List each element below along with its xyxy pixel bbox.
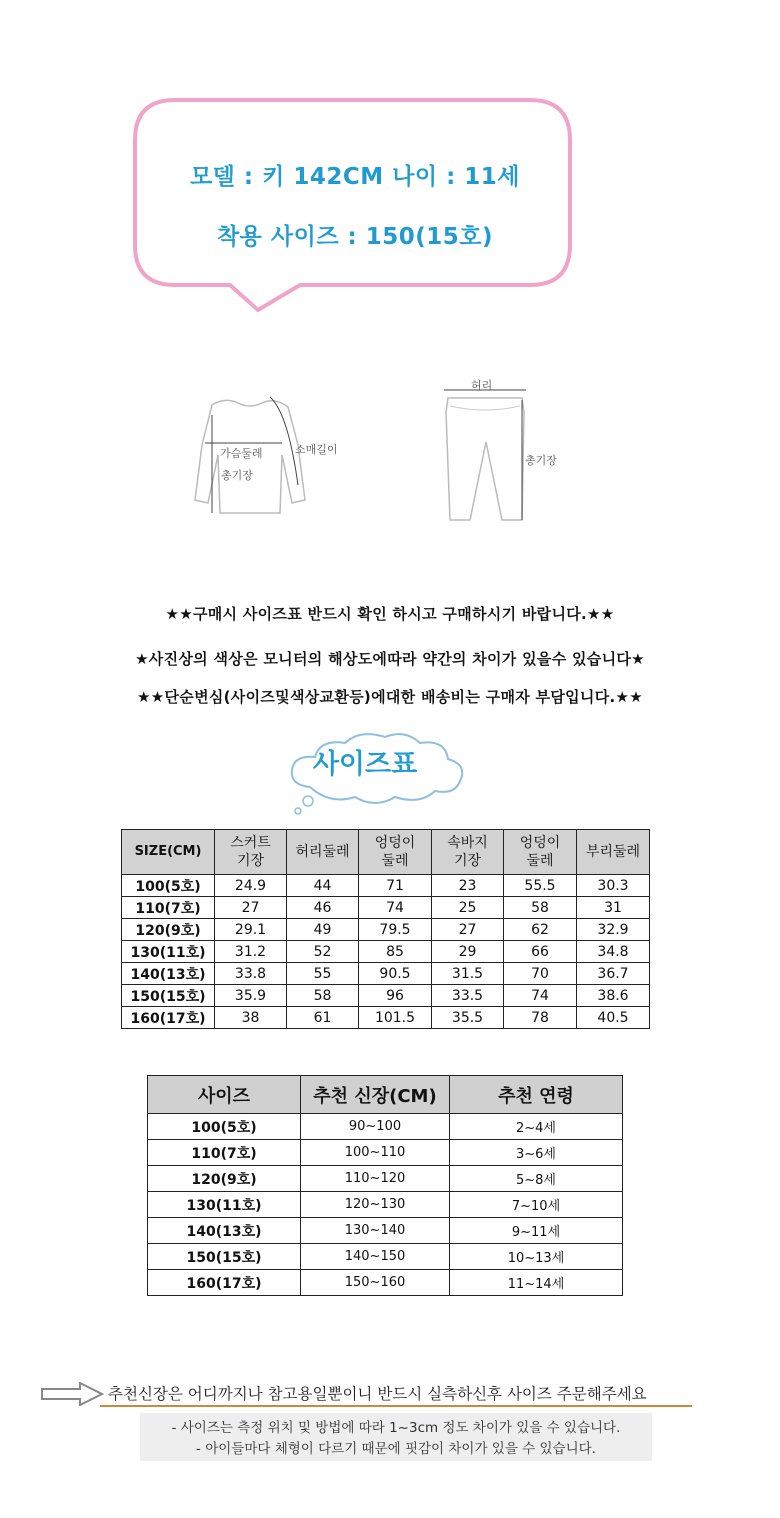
footer-note-measurement: - 사이즈는 측정 위치 및 방법에 따라 1~3cm 정도 차이가 있을 수 있습니다. [171,1420,621,1436]
table-cell: 58 [504,897,577,919]
table-cell: 44 [287,875,359,897]
table-cell: 96 [359,985,432,1007]
top-garment-diagram [170,385,370,525]
table-row [122,985,650,1007]
table-row [148,1140,623,1166]
table-cell: 40.5 [577,1007,650,1029]
notice-check-size: ★★구매시 사이즈표 반드시 확인 하시고 구매하시기 바랍니다.★★ [165,605,615,623]
table-cell: 150(15호) [122,985,215,1007]
table-cell: 55.5 [504,875,577,897]
footer-divider [100,1405,692,1407]
model-height-age: 모델 : 키 142CM 나이 : 11세 [189,164,521,190]
table-cell: 9~11세 [450,1218,623,1244]
table-cell: 35.5 [432,1007,504,1029]
table-cell: 120(9호) [122,919,215,941]
arrow-icon [40,1382,106,1406]
table-row [148,1244,623,1270]
footer-note-fit: - 아이들마다 체형이 다르기 때문에 핏감이 차이가 있을 수 있습니다. [196,1441,596,1457]
table-row [148,1166,623,1192]
top-length-label: 총기장 [221,469,253,482]
table-cell: 32.9 [577,919,650,941]
table-cell: 110(7호) [148,1140,301,1166]
table-cell: 58 [287,985,359,1007]
notice-color-difference: ★사진상의 색상은 모니터의 해상도에따라 약간의 차이가 있을수 있습니다★ [135,650,645,668]
table-cell: 10~13세 [450,1244,623,1270]
sleeve-label: 소매길이 [295,443,338,456]
table-cell: 61 [287,1007,359,1029]
size-table-header: 엉덩이 둘레 [504,830,577,875]
table-row [122,963,650,985]
table-cell: 130(11호) [122,941,215,963]
model-wearing-size: 착용 사이즈 : 150(15호) [216,224,494,250]
table-cell: 85 [359,941,432,963]
table-cell: 90~100 [301,1114,450,1140]
table-cell: 78 [504,1007,577,1029]
size-table-header: 스커트 기장 [215,830,287,875]
notice-shipping-fee: ★★단순변심(사이즈및색상교환등)에대한 배송비는 구매자 부담입니다.★★ [137,688,643,706]
table-cell: 33.5 [432,985,504,1007]
recommend-table-header: 사이즈 [148,1076,301,1114]
table-cell: 100(5호) [122,875,215,897]
table-cell: 62 [504,919,577,941]
table-row [122,941,650,963]
table-cell: 120~130 [301,1192,450,1218]
recommend-table-header: 추천 연령 [450,1076,623,1114]
table-cell: 160(17호) [148,1270,301,1296]
table-cell: 7~10세 [450,1192,623,1218]
table-cell: 46 [287,897,359,919]
table-cell: 29 [432,941,504,963]
table-row [148,1192,623,1218]
table-row [148,1270,623,1296]
table-row [122,919,650,941]
table-cell: 71 [359,875,432,897]
table-cell: 31.5 [432,963,504,985]
table-cell: 25 [432,897,504,919]
table-cell: 160(17호) [122,1007,215,1029]
table-cell: 140(13호) [122,963,215,985]
table-cell: 120(9호) [148,1166,301,1192]
pants-length-label: 총기장 [525,454,557,467]
table-cell: 140(13호) [148,1218,301,1244]
table-cell: 100(5호) [148,1114,301,1140]
table-cell: 130~140 [301,1218,450,1244]
table-cell: 110(7호) [122,897,215,919]
size-table-header: 허리둘레 [287,830,359,875]
table-row [122,875,650,897]
size-table-header: 부리둘레 [577,830,650,875]
table-cell: 150~160 [301,1270,450,1296]
table-cell: 33.8 [215,963,287,985]
table-cell: 79.5 [359,919,432,941]
table-cell: 74 [504,985,577,1007]
table-cell: 36.7 [577,963,650,985]
table-cell: 24.9 [215,875,287,897]
table-row [148,1114,623,1140]
recommend-table [147,1075,623,1296]
table-cell: 110~120 [301,1166,450,1192]
table-row [122,897,650,919]
table-cell: 55 [287,963,359,985]
table-cell: 38.6 [577,985,650,1007]
table-cell: 11~14세 [450,1270,623,1296]
table-cell: 3~6세 [450,1140,623,1166]
size-table [121,829,650,1029]
table-cell: 52 [287,941,359,963]
size-table-header: SIZE(CM) [122,830,215,875]
table-cell: 2~4세 [450,1114,623,1140]
table-cell: 31 [577,897,650,919]
table-cell: 38 [215,1007,287,1029]
table-cell: 140~150 [301,1244,450,1270]
table-cell: 30.3 [577,875,650,897]
chest-label: 가슴둘레 [220,447,263,460]
table-cell: 74 [359,897,432,919]
table-cell: 49 [287,919,359,941]
footer-main-note: 추천신장은 어디까지나 참고용일뿐이니 반드시 실측하신후 사이즈 주문해주세요 [108,1385,647,1403]
table-cell: 31.2 [215,941,287,963]
table-cell: 101.5 [359,1007,432,1029]
table-cell: 150(15호) [148,1244,301,1270]
table-row [148,1218,623,1244]
table-cell: 23 [432,875,504,897]
table-cell: 90.5 [359,963,432,985]
table-row [122,1007,650,1029]
table-cell: 130(11호) [148,1192,301,1218]
recommend-table-header: 추천 신장(CM) [301,1076,450,1114]
table-cell: 70 [504,963,577,985]
table-cell: 27 [432,919,504,941]
table-cell: 27 [215,897,287,919]
table-cell: 66 [504,941,577,963]
waist-label: 허리 [471,379,493,392]
size-chart-title: 사이즈표 [312,749,418,780]
table-cell: 100~110 [301,1140,450,1166]
table-cell: 34.8 [577,941,650,963]
size-table-header: 엉덩이 둘레 [359,830,432,875]
size-table-header: 속바지 기장 [432,830,504,875]
table-cell: 35.9 [215,985,287,1007]
table-cell: 29.1 [215,919,287,941]
table-cell: 5~8세 [450,1166,623,1192]
